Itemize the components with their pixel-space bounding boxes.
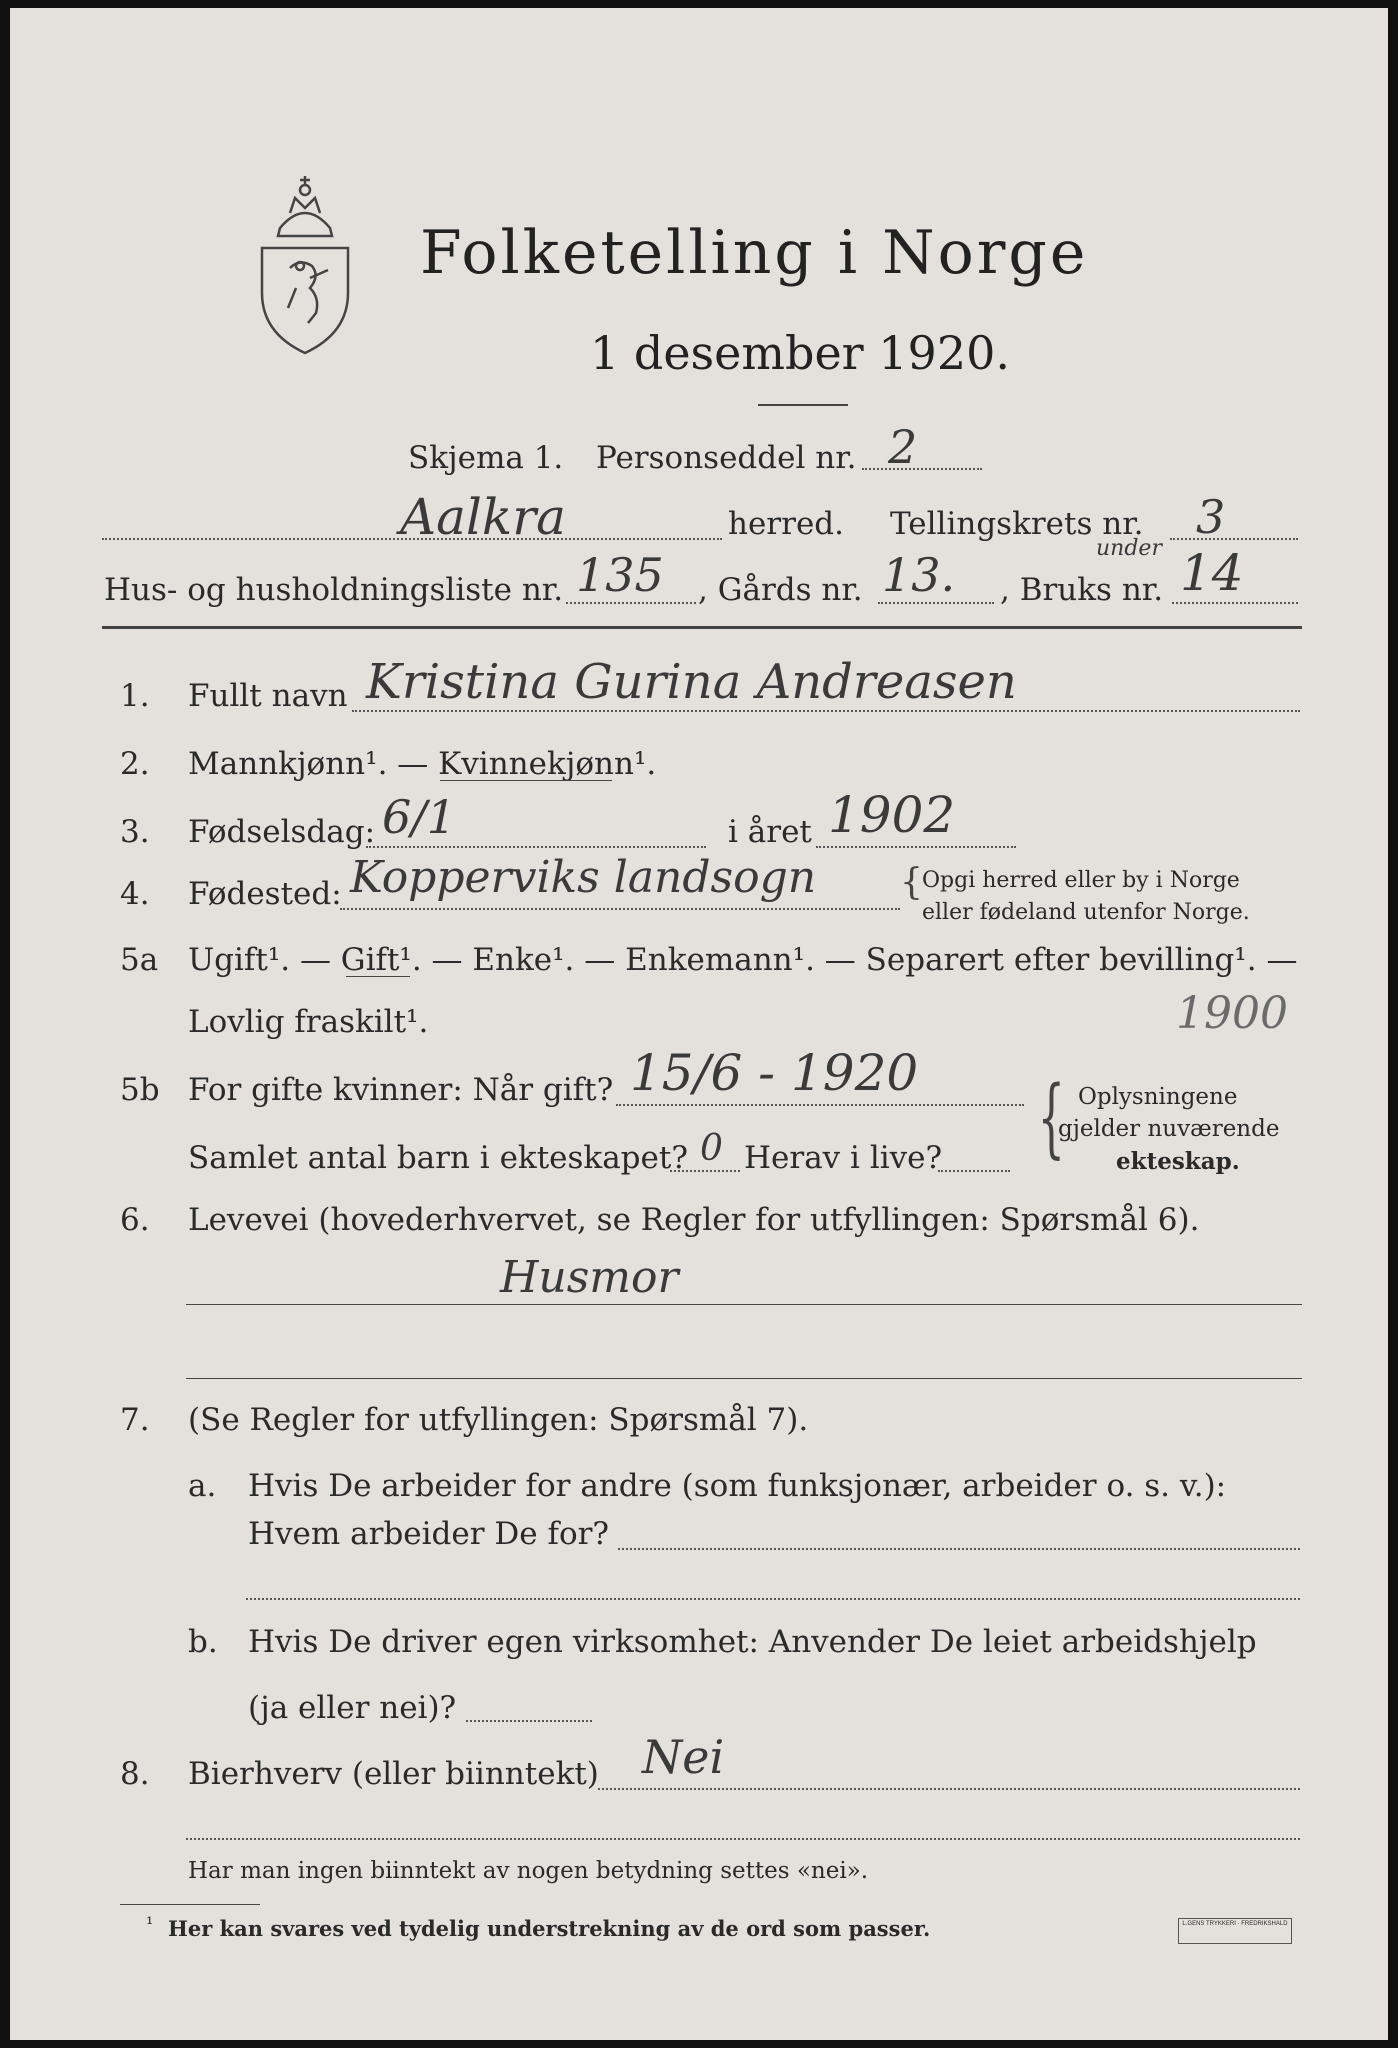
bruks-note: under — [1096, 536, 1162, 561]
q7a-number: a. — [188, 1468, 217, 1504]
q4-brace: { — [900, 862, 923, 903]
bruks-label: , Bruks nr. — [1000, 572, 1164, 608]
q4-label: Fødested: — [188, 876, 342, 912]
sex-selected-underline — [440, 780, 612, 781]
printer-stamp: L.GENS TRYKKERI · FREDRIKSHALD — [1178, 1918, 1292, 1944]
skjema-label: Skjema 1. — [408, 440, 564, 476]
children-label: Samlet antal barn i ekteskapet? — [188, 1140, 688, 1176]
q7b-label-2: (ja eller nei)? — [248, 1690, 457, 1726]
form-title: Folketelling i Norge — [420, 218, 1089, 288]
q5a-label-2: Lovlig fraskilt¹. — [188, 1004, 429, 1040]
alive-label: Herav i live? — [744, 1140, 943, 1176]
q3-year-label: i året — [728, 814, 812, 850]
q4-number: 4. — [120, 876, 150, 912]
q3-number: 3. — [120, 814, 150, 850]
nei-instruction: Har man ingen biinntekt av nogen betydning settes «nei». — [188, 1858, 869, 1884]
q4-note-1: Opgi herred eller by i Norge — [922, 868, 1240, 893]
footnote-mark: ¹ — [146, 1914, 154, 1935]
q7-label: (Se Regler for utfyllingen: Spørsmål 7). — [188, 1402, 809, 1438]
q1-label: Fullt navn — [188, 678, 348, 714]
margin-note-value: 1900 — [1176, 988, 1288, 1039]
coat-of-arms-icon — [250, 158, 360, 358]
birth-day-value[interactable]: 6/1 — [382, 790, 457, 844]
marital-selected-underline — [346, 976, 410, 977]
tellingskrets-value[interactable]: 3 — [1196, 490, 1226, 544]
occupation-line-2 — [186, 1378, 1302, 1379]
hus-label: Hus- og husholdningsliste nr. — [104, 572, 564, 608]
q6-label: Levevei (hovederhvervet, se Regler for utfyllingen: Spørsmål 6). — [188, 1202, 1200, 1238]
q5b-note-3: ekteskap. — [1116, 1148, 1240, 1175]
hus-value[interactable]: 135 — [576, 548, 664, 602]
q7-number: 7. — [120, 1402, 150, 1438]
tellingskrets-label: Tellingskrets nr. — [890, 506, 1144, 542]
q5b-note-2: gjelder nuværende — [1058, 1116, 1280, 1142]
hired-help-field[interactable] — [466, 1720, 592, 1722]
gards-label: , Gårds nr. — [698, 572, 863, 608]
sex-options: Mannkjønn¹. — Kvinnekjønn¹. — [188, 746, 657, 782]
q8-number: 8. — [120, 1756, 150, 1792]
occupation-line-1 — [186, 1304, 1302, 1305]
census-date: 1 desember 1920. — [590, 326, 1010, 380]
employer-field[interactable] — [618, 1548, 1300, 1550]
q4-note-2: eller fødeland utenfor Norge. — [922, 900, 1250, 925]
q1-number: 1. — [120, 678, 150, 714]
q7b-label: Hvis De driver egen virksomhet: Anvender De leiet arbeidshjelp — [248, 1624, 1257, 1660]
q2-number: 2. — [120, 746, 150, 782]
side-income-value[interactable]: Nei — [642, 1730, 725, 1784]
q5b-number: 5b — [120, 1072, 160, 1108]
personseddel-label: Personseddel nr. — [596, 440, 857, 476]
header-divider — [102, 626, 1302, 629]
footnote-text: Her kan svares ved tydelig understrekning av de ord som passer. — [168, 1916, 931, 1941]
herred-label: herred. — [728, 506, 844, 542]
q7a-label: Hvis De arbeider for andre (som funksjonær, arbeider o. s. v.): — [248, 1468, 1227, 1504]
full-name-value[interactable]: Kristina Gurina Andreasen — [366, 654, 1017, 710]
q7b-number: b. — [188, 1624, 218, 1660]
marital-status-options: Ugift¹. — Gift¹. — Enke¹. — Enkemann¹. — Separert efter bevilling¹. — — [188, 942, 1298, 978]
gards-value[interactable]: 13. — [882, 548, 956, 602]
q6-number: 6. — [120, 1202, 150, 1238]
birth-year-value[interactable]: 1902 — [828, 786, 956, 844]
q5b-label: For gifte kvinner: Når gift? — [188, 1072, 614, 1108]
q5a-number: 5a — [120, 942, 159, 978]
q7a-label-2: Hvem arbeider De for? — [248, 1516, 610, 1552]
personseddel-value[interactable]: 2 — [888, 420, 918, 474]
census-form-page — [10, 8, 1388, 2040]
herred-value[interactable]: Aalkra — [400, 488, 566, 546]
birthplace-value[interactable]: Kopperviks landsogn — [350, 852, 817, 903]
q5b-brace: { — [1037, 1068, 1066, 1168]
title-rule — [758, 404, 848, 406]
q8-label: Bierhverv (eller biinntekt) — [188, 1756, 599, 1792]
children-value[interactable]: 0 — [700, 1128, 723, 1169]
bleed-through-text — [1170, 118, 1176, 141]
marriage-date-value[interactable]: 15/6 - 1920 — [630, 1044, 919, 1102]
footnote-rule — [120, 1904, 260, 1905]
q3-label: Fødselsdag: — [188, 814, 376, 850]
bruks-value[interactable]: 14 — [1180, 544, 1244, 602]
occupation-value[interactable]: Husmor — [500, 1252, 679, 1303]
q5b-note-1: Oplysningene — [1078, 1084, 1238, 1110]
